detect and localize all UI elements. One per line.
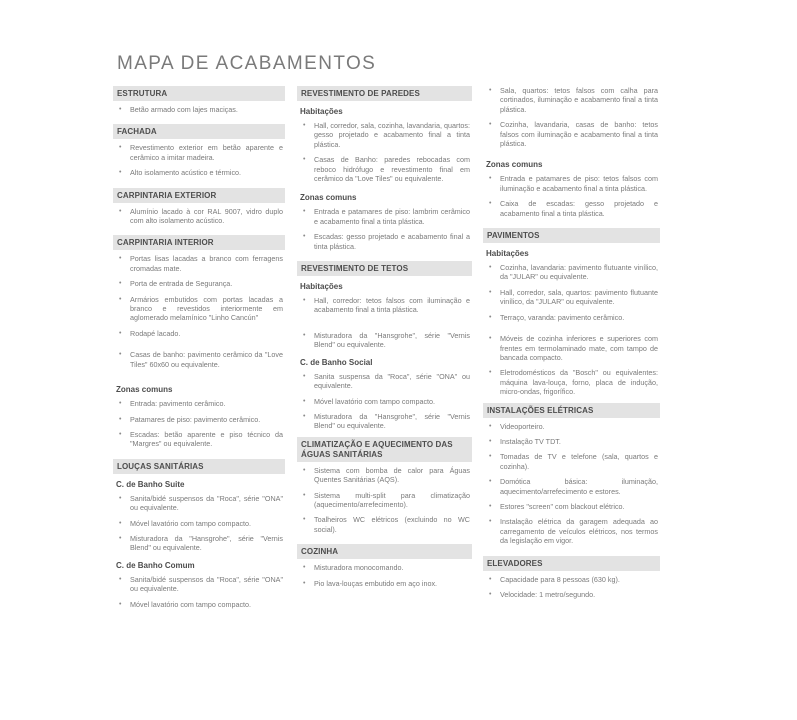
list-item: • Armários embutidos com portas lacadas a branco e revestidos interiormente em aglomerado melamínico "Linho Cancún" [113, 295, 285, 323]
list-item: • Entrada e patamares de piso: lambrim cerâmico e acabamento final a tinta plástica. [297, 207, 472, 226]
list-item: • Escadas: betão aparente e piso técnico da "Margres" ou equivalente. [113, 430, 285, 449]
list-instalacoes-eletricas [483, 422, 660, 546]
list-item: • Pio lava-louças embutido em aço inox. [297, 579, 472, 588]
list-item: • Estores "screen" com blackout elétrico. [483, 502, 660, 511]
section-heading-revestimento-paredes: REVESTIMENTO DE PAREDES [297, 86, 472, 101]
list-item: • Sistema multi-split para climatização (aquecimento/arrefecimento). [297, 491, 472, 510]
list-item: • Misturadora da "Hansgrohe", série "Vernis Blend" ou equivalente. [113, 534, 285, 553]
list-item: • Hall, corredor, sala, cozinha, lavandaria, quartos: gesso projetado e acabamento final a tinta plástica. [297, 121, 472, 149]
list-item: • Casas de banho: pavimento cerâmico da "Love Tiles" 60x60 ou equivalente. [113, 350, 285, 369]
list-fachada [113, 143, 285, 177]
section-heading-revestimento-tetos: REVESTIMENTO DE TETOS [297, 261, 472, 276]
list-item: • Videoporteiro. [483, 422, 660, 431]
list-item: • Cozinha, lavandaria: pavimento flutuante vinílico, da "JULAR" ou equivalente. [483, 263, 660, 282]
list-estrutura [113, 105, 285, 114]
column-2 [297, 86, 472, 594]
list-item: • Domótica básica: iluminação, aquecimento/arrefecimento e estores. [483, 477, 660, 496]
list-paredes-comuns [297, 207, 472, 251]
list-item: • Rodapé lacado. [113, 329, 285, 338]
list-banho-comum [113, 575, 285, 609]
list-item: • Velocidade: 1 metro/segundo. [483, 590, 660, 599]
subheading-banho-comum: C. de Banho Comum [116, 560, 195, 570]
section-heading-carpintaria-interior: CARPINTARIA INTERIOR [113, 235, 285, 250]
list-item: • Misturadora da "Hansgrohe", série "Vernis Blend" ou equivalente. [297, 412, 472, 431]
list-item: • Eletrodomésticos da "Bosch" ou equivalentes: máquina lava-louça, forno, placa de indução, micro-ondas, frigorífico. [483, 368, 660, 396]
list-item: • Instalação elétrica da garagem adequada ao carregamento de veículos elétricos, nos termos da legislação em vigor. [483, 517, 660, 545]
list-item: • Sistema com bomba de calor para Águas Quentes Sanitárias (AQS). [297, 466, 472, 485]
subheading-banho-suite: C. de Banho Suite [116, 479, 185, 489]
list-item: • Hall, corredor, sala, quartos: pavimento flutuante vinílico, da "JULAR" ou equivalente. [483, 288, 660, 307]
list-item: • Sanita suspensa da "Roca", série "ONA" ou equivalente. [297, 372, 472, 391]
list-item: • Casas de Banho: paredes rebocadas com reboco hidrófugo e revestimento final em cerâmico da "Love Tiles" ou equivalente. [297, 155, 472, 183]
list-item: • Instalação TV TDT. [483, 437, 660, 446]
section-heading-instalacoes-eletricas: INSTALAÇÕES ELÉTRICAS [483, 403, 660, 418]
list-carpintaria-interior [113, 254, 285, 369]
subheading-habitacoes: Habitações [486, 249, 529, 259]
list-elevadores [483, 575, 660, 600]
list-item: • Porta de entrada de Segurança. [113, 279, 285, 288]
list-tetos-habitacoes [297, 296, 472, 350]
list-item: • Caixa de escadas: gesso projetado e acabamento final a tinta plástica. [483, 199, 660, 218]
list-tetos-continuacao [483, 86, 660, 148]
list-item: • Portas lisas lacadas a branco com ferragens cromadas mate. [113, 254, 285, 273]
list-tetos-comuns [483, 174, 660, 218]
list-item: • Móvel lavatório com tampo compacto. [113, 519, 285, 528]
list-item: • Móvel lavatório com tampo compacto. [113, 600, 285, 609]
list-item: • Escadas: gesso projetado e acabamento final a tinta plástica. [297, 232, 472, 251]
list-item: • Sala, quartos: tetos falsos com calha para cortinados, iluminação e acabamento final a tinta plástica. [483, 86, 660, 114]
section-heading-cozinha: COZINHA [297, 544, 472, 559]
list-item: • Alumínio lacado à cor RAL 9007, vidro duplo com alto isolamento acústico. [113, 207, 285, 226]
list-item: • Alto isolamento acústico e térmico. [113, 168, 285, 177]
list-item: • Entrada: pavimento cerâmico. [113, 399, 285, 408]
list-item: • Misturadora monocomando. [297, 563, 472, 572]
subheading-zonas-comuns: Zonas comuns [486, 160, 543, 170]
list-item: • Capacidade para 8 pessoas (630 kg). [483, 575, 660, 584]
list-carpintaria-exterior [113, 207, 285, 226]
section-heading-pavimentos: PAVIMENTOS [483, 228, 660, 243]
column-1 [113, 86, 285, 615]
subheading-habitacoes: Habitações [300, 282, 343, 292]
subheading-habitacoes: Habitações [300, 107, 343, 116]
list-pavimentos [483, 263, 660, 396]
section-heading-elevadores: ELEVADORES [483, 556, 660, 571]
list-item: • Toalheiros WC elétricos (excluindo no WC social). [297, 515, 472, 534]
page-title: MAPA DE ACABAMENTOS [117, 52, 377, 74]
list-climatizacao [297, 466, 472, 534]
list-item: • Revestimento exterior em betão aparente e cerâmico a imitar madeira. [113, 143, 285, 162]
list-item: • Móvel lavatório com tampo compacto. [297, 397, 472, 406]
column-3 [483, 86, 660, 605]
list-cozinha [297, 563, 472, 588]
list-item: • Sanita/bidé suspensos da "Roca", série "ONA" ou equivalente. [113, 575, 285, 594]
list-item: • Sanita/bidé suspensos da "Roca", série "ONA" ou equivalente. [113, 494, 285, 513]
subheading-zonas-comuns: Zonas comuns [116, 385, 173, 395]
list-item: • Tomadas de TV e telefone (sala, quartos e cozinha). [483, 452, 660, 471]
list-zonas-comuns [113, 399, 285, 449]
list-item: • Entrada e patamares de piso: tetos falsos com iluminação e acabamento final a tinta plástica. [483, 174, 660, 193]
section-heading-climatizacao: CLIMATIZAÇÃO E AQUECIMENTO DAS ÁGUAS SANITÁRIAS [297, 437, 472, 462]
subheading-banho-social: C. de Banho Social [300, 357, 373, 367]
list-banho-suite [113, 494, 285, 553]
list-item: • Cozinha, lavandaria, casas de banho: tetos falsos com iluminação e acabamento final a tinta plástica. [483, 120, 660, 148]
list-item: • Betão armado com lajes maciças. [113, 105, 285, 114]
list-item: • Móveis de cozinha inferiores e superiores com frentes em termolaminado mate, com tampo de bancada compacto. [483, 334, 660, 362]
list-paredes-habitacoes [297, 121, 472, 183]
section-heading-carpintaria-exterior: CARPINTARIA EXTERIOR [113, 188, 285, 203]
section-heading-loucas-sanitarias: LOUÇAS SANITÁRIAS [113, 459, 285, 474]
list-item: • Misturadora da "Hansgrohe", série "Vernis Blend" ou equivalente. [297, 331, 472, 350]
section-heading-fachada: FACHADA [113, 124, 285, 139]
section-heading-estrutura: ESTRUTURA [113, 86, 285, 101]
list-banho-social [297, 372, 472, 431]
list-item: • Terraço, varanda: pavimento cerâmico. [483, 313, 660, 322]
list-item: • Hall, corredor: tetos falsos com iluminação e acabamento final a tinta plástica. [297, 296, 472, 315]
subheading-zonas-comuns: Zonas comuns [300, 193, 357, 203]
list-item: • Patamares de piso: pavimento cerâmico. [113, 415, 285, 424]
